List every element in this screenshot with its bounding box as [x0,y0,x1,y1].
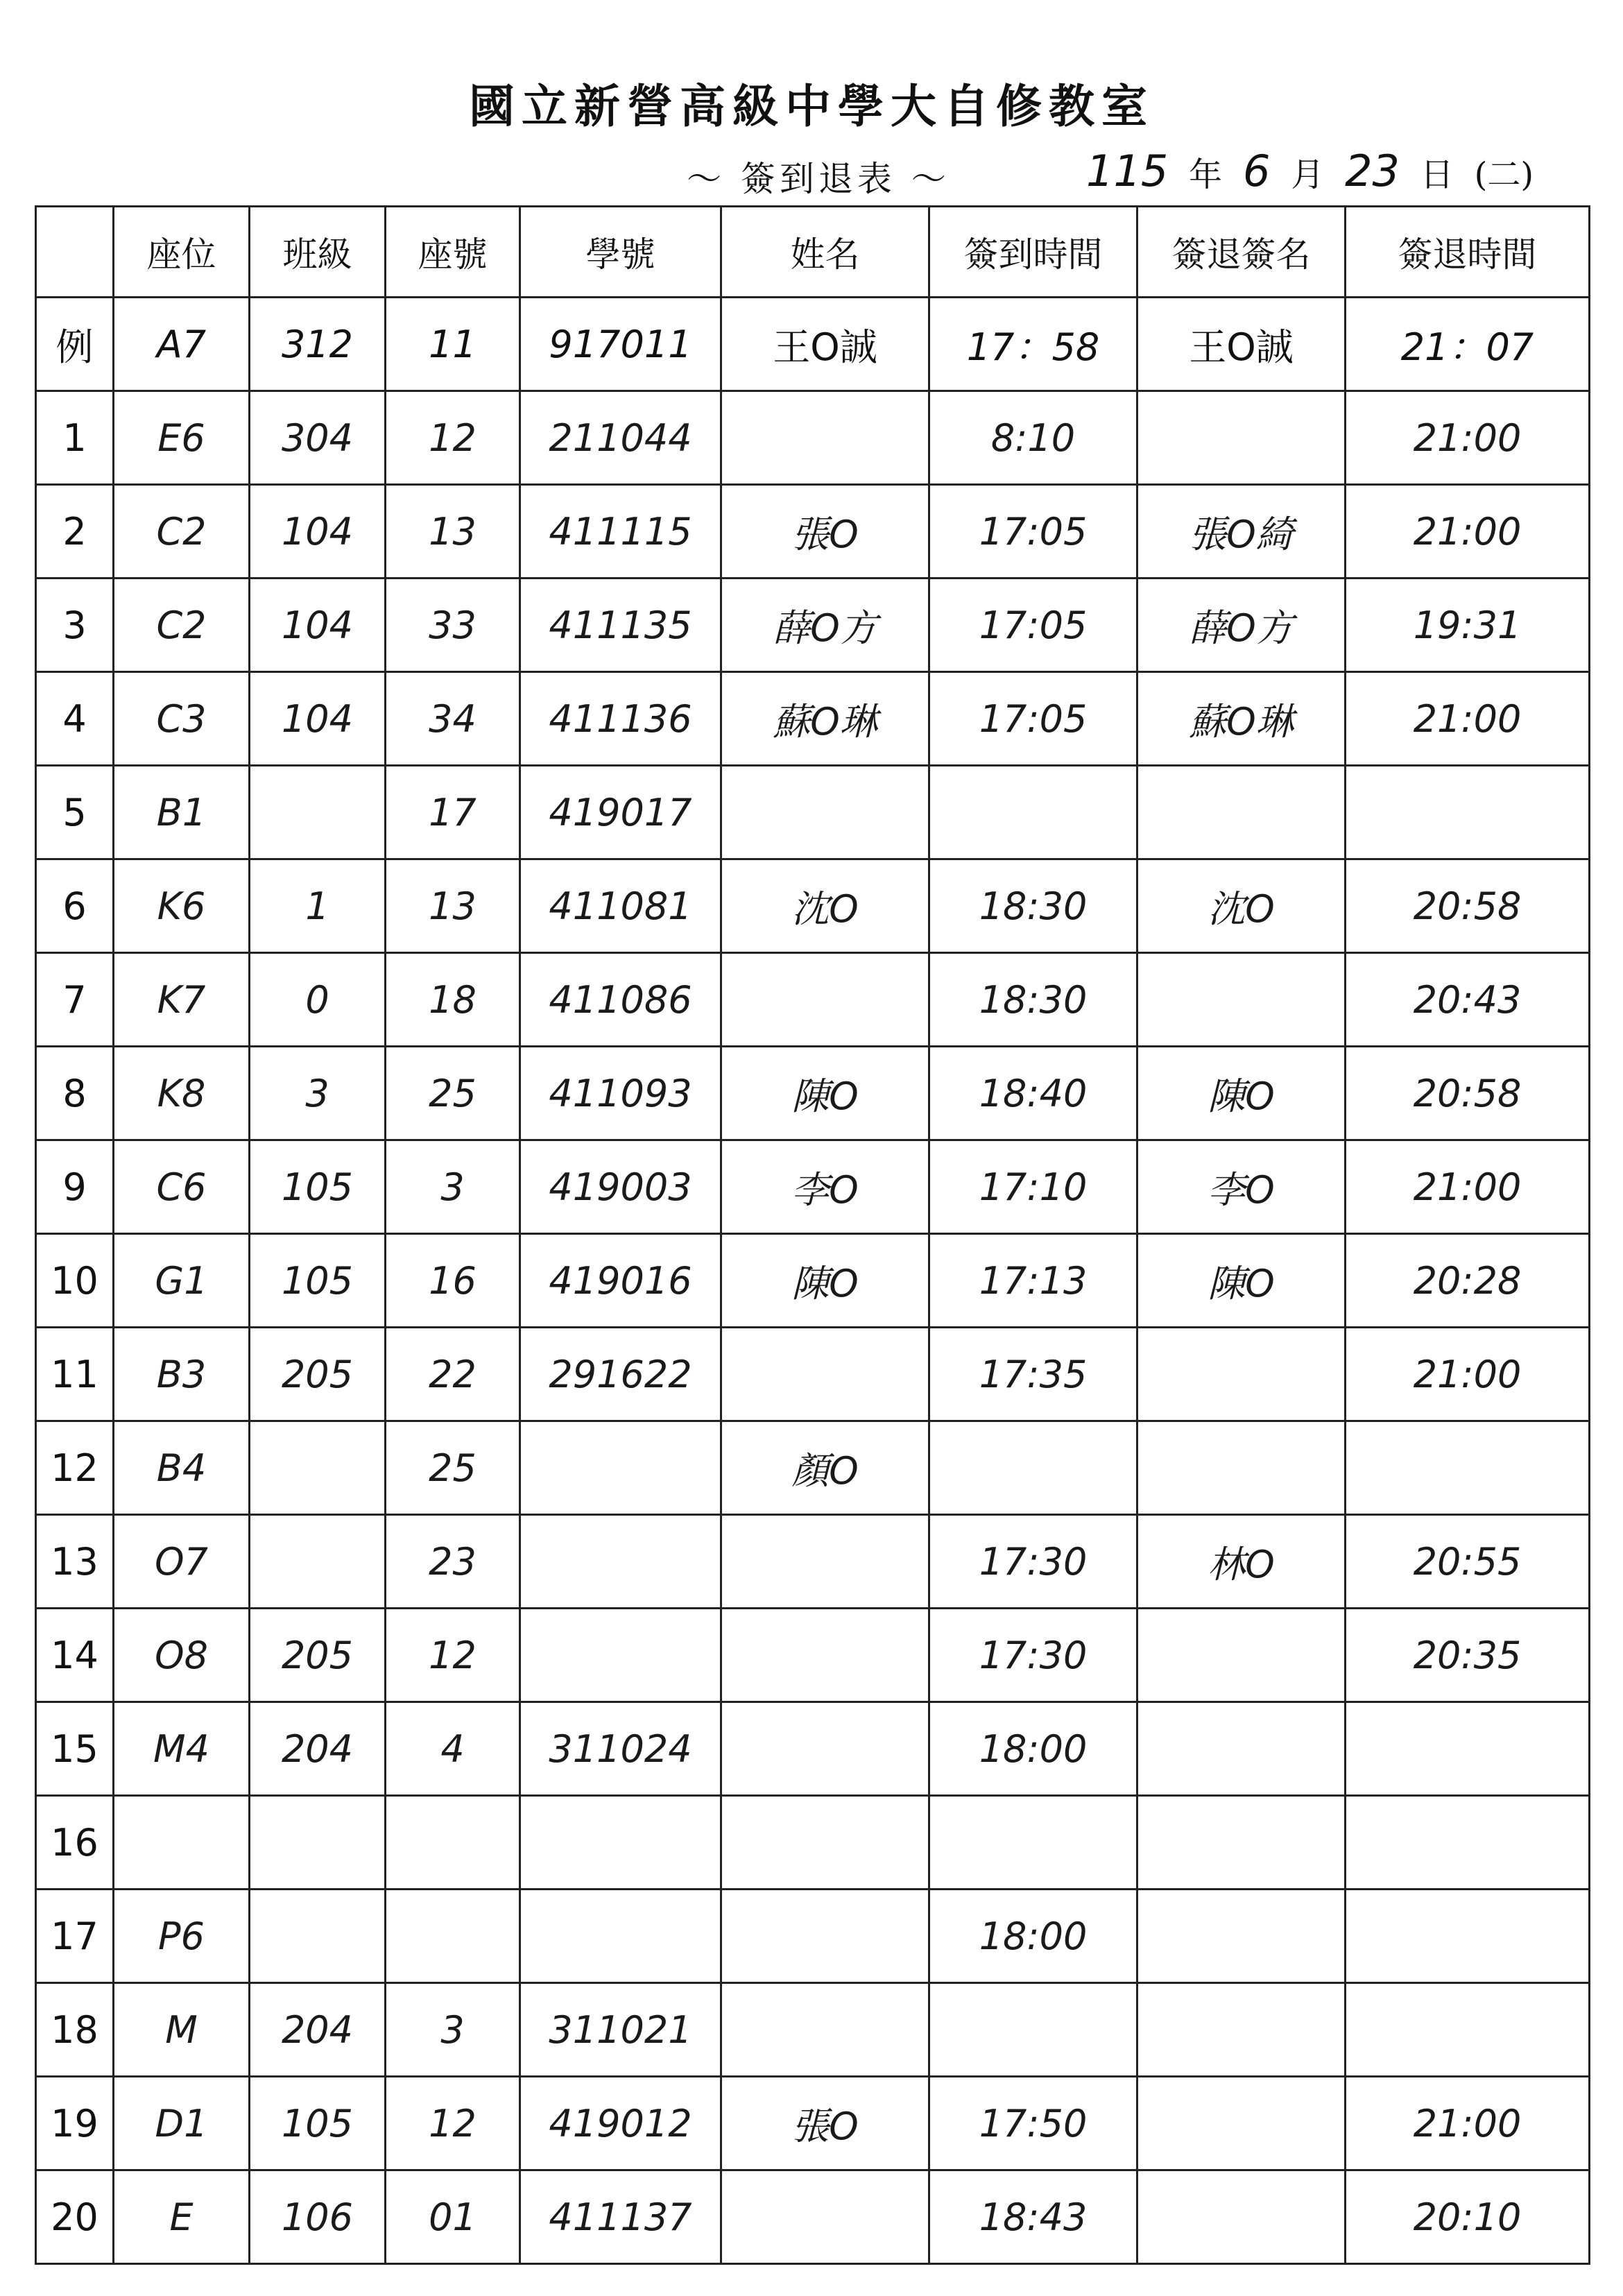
cell-sign-out-signature [1137,2077,1346,2170]
cell-sign-out-time: 20:55 [1346,1515,1590,1609]
cell-seat: C6 [114,1140,250,1234]
cell-seat-no: 12 [386,391,520,485]
cell-seat-no: 12 [386,1609,520,1702]
table-row [36,1421,1590,1515]
cell-sign-out-signature [1137,953,1346,1047]
cell-sign-in-time: 18:30 [929,859,1137,953]
cell-name: 沈O [721,859,929,953]
cell-seat: M [114,1983,250,2077]
row-number: 10 [36,1234,114,1328]
cell-class: 104 [250,672,386,766]
cell-name [721,1702,929,1796]
cell-name [721,1796,929,1890]
row-number: 20 [36,2170,114,2264]
cell-sign-in-time: 17:05 [929,579,1137,672]
cell-class: 105 [250,2077,386,2170]
cell-class: 1 [250,859,386,953]
cell-sign-in-time: 17:30 [929,1609,1137,1702]
col-header-seat: 座位 [114,207,250,298]
cell-name: 顏O [721,1421,929,1515]
cell-sign-out-signature [1137,1890,1346,1983]
cell-class: 106 [250,2170,386,2264]
cell-seat-no: 23 [386,1515,520,1609]
cell-sign-out-signature: 林O [1137,1515,1346,1609]
cell-sign-out-signature: 張O綺 [1137,485,1346,579]
date-year: 115 [1086,146,1169,196]
col-header-student-id: 學號 [520,207,721,298]
cell-student-id: 411086 [520,953,721,1047]
cell-class: 204 [250,1983,386,2077]
col-header-class: 班級 [250,207,386,298]
example-class: 312 [250,298,386,391]
example-row [36,298,1590,391]
cell-student-id [520,1890,721,1983]
cell-class: 0 [250,953,386,1047]
cell-student-id: 411137 [520,2170,721,2264]
sheet-date [1082,146,1538,196]
table-row [36,485,1590,579]
header-row [36,207,1590,298]
cell-sign-out-signature [1137,391,1346,485]
cell-sign-in-time: 17:05 [929,485,1137,579]
cell-sign-in-time [929,1983,1137,2077]
cell-sign-out-time: 20:58 [1346,1047,1590,1140]
cell-student-id: 419016 [520,1234,721,1328]
cell-student-id: 311024 [520,1702,721,1796]
cell-sign-out-signature [1137,1421,1346,1515]
row-number: 4 [36,672,114,766]
cell-seat: K8 [114,1047,250,1140]
cell-student-id [520,1796,721,1890]
cell-seat: P6 [114,1890,250,1983]
cell-class: 104 [250,485,386,579]
cell-student-id: 411135 [520,579,721,672]
cell-sign-out-time: 21:00 [1346,1328,1590,1421]
cell-name: 張O [721,2077,929,2170]
cell-seat: B1 [114,766,250,859]
example-sign-in: 17：58 [929,298,1137,391]
cell-seat-no: 17 [386,766,520,859]
cell-sign-out-signature [1137,1796,1346,1890]
cell-sign-out-time: 20:43 [1346,953,1590,1047]
cell-name [721,1890,929,1983]
cell-sign-in-time: 17:13 [929,1234,1137,1328]
cell-student-id: 211044 [520,391,721,485]
cell-student-id: 291622 [520,1328,721,1421]
cell-sign-out-time: 21:00 [1346,2077,1590,2170]
date-day-label: 日 [1420,155,1454,194]
cell-seat: B4 [114,1421,250,1515]
cell-sign-in-time: 18:40 [929,1047,1137,1140]
cell-sign-in-time: 18:00 [929,1890,1137,1983]
cell-student-id [520,1609,721,1702]
table-row [36,1890,1590,1983]
row-number: 5 [36,766,114,859]
table-row [36,859,1590,953]
cell-name: 陳O [721,1234,929,1328]
example-sign-out-name: 王O誠 [1137,298,1346,391]
cell-sign-in-time: 17:30 [929,1515,1137,1609]
cell-seat-no: 4 [386,1702,520,1796]
cell-seat-no [386,1890,520,1983]
cell-seat: C3 [114,672,250,766]
example-student-id: 917011 [520,298,721,391]
cell-class: 105 [250,1140,386,1234]
cell-student-id [520,1515,721,1609]
cell-sign-in-time: 18:00 [929,1702,1137,1796]
example-sign-out: 21：07 [1346,298,1590,391]
table-row [36,953,1590,1047]
cell-sign-out-time: 21:00 [1346,485,1590,579]
cell-sign-out-time: 20:28 [1346,1234,1590,1328]
col-header-sign-in-time: 簽到時間 [929,207,1137,298]
col-header-sign-out-time: 簽退時間 [1346,207,1590,298]
cell-class [250,1890,386,1983]
table-row [36,1328,1590,1421]
cell-seat: B3 [114,1328,250,1421]
cell-class: 204 [250,1702,386,1796]
sign-in-table [35,205,1590,2265]
row-number: 13 [36,1515,114,1609]
cell-seat-no: 22 [386,1328,520,1421]
cell-name [721,1609,929,1702]
row-number: 19 [36,2077,114,2170]
row-number: 2 [36,485,114,579]
cell-class: 3 [250,1047,386,1140]
cell-class [250,766,386,859]
row-number: 18 [36,1983,114,2077]
row-number: 9 [36,1140,114,1234]
example-name: 王O誠 [721,298,929,391]
row-number: 8 [36,1047,114,1140]
cell-student-id: 419012 [520,2077,721,2170]
cell-sign-out-time [1346,1702,1590,1796]
example-label: 例 [36,298,114,391]
cell-seat: K6 [114,859,250,953]
col-header-seat-no: 座號 [386,207,520,298]
table-row [36,1234,1590,1328]
row-number: 12 [36,1421,114,1515]
cell-seat-no: 3 [386,1983,520,2077]
date-year-label: 年 [1189,155,1223,194]
cell-sign-out-time: 21:00 [1346,391,1590,485]
row-number: 14 [36,1609,114,1702]
cell-student-id: 411093 [520,1047,721,1140]
cell-sign-out-time: 21:00 [1346,1140,1590,1234]
table-row [36,1047,1590,1140]
cell-seat: E [114,2170,250,2264]
cell-class: 205 [250,1328,386,1421]
cell-sign-in-time: 17:50 [929,2077,1137,2170]
cell-sign-out-time: 20:58 [1346,859,1590,953]
cell-sign-out-time: 21:00 [1346,672,1590,766]
cell-seat: K7 [114,953,250,1047]
cell-seat: E6 [114,391,250,485]
row-number: 1 [36,391,114,485]
table-row [36,1702,1590,1796]
table-row [36,672,1590,766]
cell-name: 陳O [721,1047,929,1140]
cell-sign-out-signature [1137,1328,1346,1421]
row-number: 17 [36,1890,114,1983]
cell-seat-no: 18 [386,953,520,1047]
cell-name [721,766,929,859]
cell-sign-in-time: 17:05 [929,672,1137,766]
cell-name [721,2170,929,2264]
table-row [36,1983,1590,2077]
cell-name [721,1983,929,2077]
cell-sign-out-signature [1137,1702,1346,1796]
cell-sign-out-signature: 李O [1137,1140,1346,1234]
table-row [36,579,1590,672]
cell-sign-in-time [929,1796,1137,1890]
cell-class: 104 [250,579,386,672]
cell-sign-in-time [929,1421,1137,1515]
cell-sign-out-signature: 陳O [1137,1047,1346,1140]
cell-sign-in-time: 17:35 [929,1328,1137,1421]
cell-seat-no: 3 [386,1140,520,1234]
col-header-sign-out-signature: 簽退簽名 [1137,207,1346,298]
cell-class [250,1796,386,1890]
cell-sign-out-time: 20:35 [1346,1609,1590,1702]
cell-seat-no [386,1796,520,1890]
cell-sign-in-time [929,766,1137,859]
cell-sign-in-time: 18:43 [929,2170,1137,2264]
cell-sign-out-signature [1137,1983,1346,2077]
row-number: 3 [36,579,114,672]
cell-seat-no: 25 [386,1421,520,1515]
example-seat: A7 [114,298,250,391]
cell-seat-no: 25 [386,1047,520,1140]
table-row [36,1609,1590,1702]
table-row [36,2170,1590,2264]
cell-name [721,1515,929,1609]
cell-class [250,1515,386,1609]
cell-sign-in-time: 18:30 [929,953,1137,1047]
date-day: 23 [1345,146,1400,196]
cell-class: 304 [250,391,386,485]
cell-seat: G1 [114,1234,250,1328]
cell-sign-in-time: 17:10 [929,1140,1137,1234]
sheet-subtitle: ～ 簽到退表 ～ [687,159,950,199]
cell-sign-out-time [1346,1890,1590,1983]
cell-sign-out-time [1346,1421,1590,1515]
cell-name: 薛O方 [721,579,929,672]
col-header-index [36,207,114,298]
cell-sign-out-signature: 沈O [1137,859,1346,953]
cell-class: 205 [250,1609,386,1702]
table-row [36,391,1590,485]
cell-seat [114,1796,250,1890]
cell-student-id: 411136 [520,672,721,766]
cell-student-id: 411081 [520,859,721,953]
cell-seat-no: 34 [386,672,520,766]
cell-student-id: 419003 [520,1140,721,1234]
cell-seat: O7 [114,1515,250,1609]
table-row [36,2077,1590,2170]
table-row [36,1796,1590,1890]
cell-sign-out-signature [1137,1609,1346,1702]
cell-seat: C2 [114,579,250,672]
date-month: 6 [1242,146,1271,196]
cell-sign-out-signature [1137,2170,1346,2264]
cell-name: 李O [721,1140,929,1234]
cell-class [250,1421,386,1515]
cell-student-id [520,1421,721,1515]
cell-name [721,1328,929,1421]
cell-name: 蘇O琳 [721,672,929,766]
row-number: 11 [36,1328,114,1421]
row-number: 15 [36,1702,114,1796]
sheet-title: 國立新營高級中學大自修教室 [469,79,1154,133]
cell-sign-out-time [1346,1796,1590,1890]
table-row [36,1515,1590,1609]
row-number: 16 [36,1796,114,1890]
cell-student-id: 311021 [520,1983,721,2077]
cell-sign-out-time [1346,766,1590,859]
cell-sign-in-time: 8:10 [929,391,1137,485]
cell-seat: D1 [114,2077,250,2170]
col-header-name: 姓名 [721,207,929,298]
table-row [36,1140,1590,1234]
cell-class: 105 [250,1234,386,1328]
cell-seat: O8 [114,1609,250,1702]
cell-sign-out-signature: 蘇O琳 [1137,672,1346,766]
cell-seat: M4 [114,1702,250,1796]
cell-sign-out-signature: 薛O方 [1137,579,1346,672]
cell-sign-out-time: 20:10 [1346,2170,1590,2264]
row-number: 6 [36,859,114,953]
cell-seat: C2 [114,485,250,579]
cell-seat-no: 33 [386,579,520,672]
date-month-label: 月 [1291,155,1325,194]
cell-name [721,953,929,1047]
cell-seat-no: 13 [386,485,520,579]
cell-name [721,391,929,485]
row-number: 7 [36,953,114,1047]
cell-student-id: 419017 [520,766,721,859]
cell-seat-no: 12 [386,2077,520,2170]
cell-sign-out-signature: 陳O [1137,1234,1346,1328]
cell-name: 張O [721,485,929,579]
cell-sign-out-signature [1137,766,1346,859]
cell-sign-out-time: 19:31 [1346,579,1590,672]
cell-student-id: 411115 [520,485,721,579]
date-weekday: (二) [1474,155,1534,194]
cell-sign-out-time [1346,1983,1590,2077]
cell-seat-no: 13 [386,859,520,953]
example-seat-no: 11 [386,298,520,391]
cell-seat-no: 01 [386,2170,520,2264]
cell-seat-no: 16 [386,1234,520,1328]
table-row [36,766,1590,859]
